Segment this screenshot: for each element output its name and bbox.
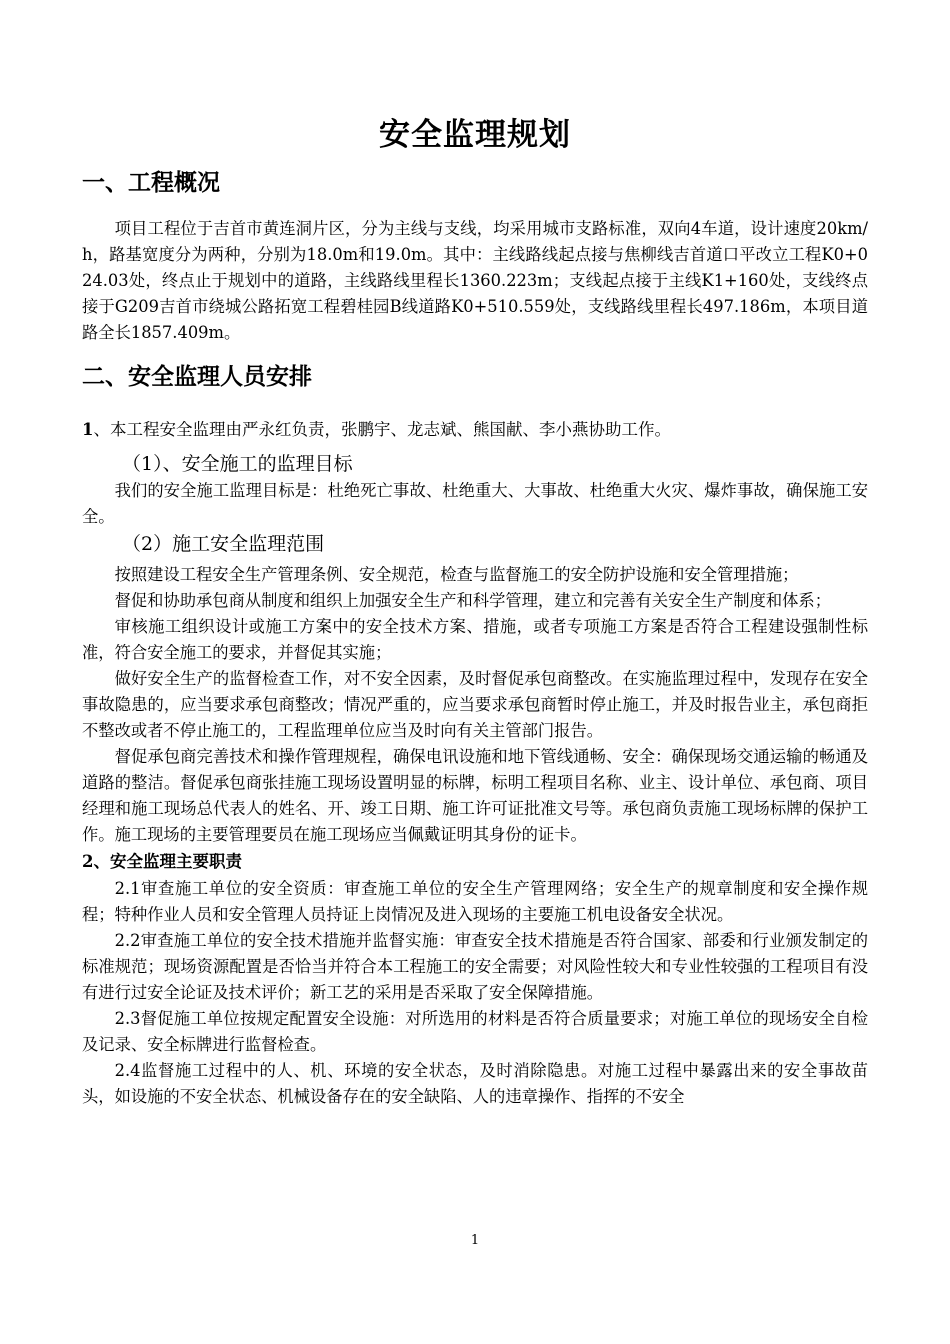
- sub2-paragraph: 做好安全生产的监督检查工作，对不安全因素，及时督促承包商整改。在实施监理过程中，发现存在安全事故隐患的，应当要求承包商整改；情况严重的，应当要求承包商暂时停止施工，并及时报告业主，承包商拒不整改或者不停止施工的，工程监理单位应当及时向有关主管部门报告。: [82, 669, 868, 740]
- page-number: 1: [470, 1233, 480, 1248]
- item2-heading-text: 2、安全监理主要职责: [82, 852, 242, 871]
- duty-paragraph: 2.1审查施工单位的安全资质：审查施工单位的安全生产管理网络；安全生产的规章制度和安全操作规程；特种作业人员和安全管理人员持证上岗情况及进入现场的主要施工机电设备安全状况。: [82, 879, 868, 924]
- section2-heading: 二、安全监理人员安排: [82, 363, 312, 390]
- sub2-paragraph: 按照建设工程安全生产管理条例、安全规范，检查与监督施工的安全防护设施和安全管理措施；: [114, 565, 799, 584]
- sub2-paragraph: 审核施工组织设计或施工方案中的安全技术方案、措施，或者专项施工方案是否符合工程建设强制性标准，符合安全施工的要求，并督促其实施；: [82, 617, 868, 662]
- document-title: 安全监理规划: [379, 117, 571, 153]
- section1-heading: 一、工程概况: [82, 169, 220, 196]
- duty-paragraph: 2.3督促施工单位按规定配置安全设施：对所选用的材料是否符合质量要求；对施工单位的现场安全自检及记录、安全标牌进行监督检查。: [82, 1009, 868, 1054]
- sub2-paragraph: 督促和协助承包商从制度和组织上加强安全生产和科学管理，建立和完善有关安全生产制度和体系；: [114, 591, 831, 610]
- sub1-paragraph: 我们的安全施工监理目标是：杜绝死亡事故、杜绝重大、大事故、杜绝重大火灾、爆炸事故，确保施工安全。: [82, 481, 868, 526]
- item2-heading: [82, 848, 868, 876]
- item1-number: 1: [82, 420, 94, 439]
- duty-paragraph: 2.4监督施工过程中的人、机、环境的安全状态，及时消除隐患。对施工过程中暴露出来的安全事故苗头，如设施的不安全状态、机械设备存在的安全缺陷、人的违章操作、指挥的不安全: [82, 1061, 868, 1106]
- sub2-paragraph: 督促承包商完善技术和操作管理规程，确保电讯设施和地下管线通畅、安全：确保现场交通运输的畅通及道路的整洁。督促承包商张挂施工现场设置明显的标牌，标明工程项目名称、业主、设计单位、承包商、项目经理和施工现场总代表人的姓名、开、竣工日期、施工许可证批准文号等。承包商负责施工现场标牌的保护工作。施工现场的主要管理要员在施工现场应当佩戴证明其身份的证卡。: [82, 747, 868, 844]
- duty-paragraph: 2.2审查施工单位的安全技术措施并监督实施：审查安全技术措施是否符合国家、部委和行业颁发制定的标准规范；现场资源配置是否恰当并符合本工程施工的安全需要；对风险性较大和专业性较强的工程项目有没有进行过安全论证及技术评价；新工艺的采用是否采取了安全保障措施。: [82, 931, 868, 1002]
- sub1-heading: （1）、安全施工的监理目标: [122, 453, 353, 475]
- section1-paragraph: 项目工程位于吉首市黄连洞片区，分为主线与支线，均采用城市支路标准，双向4车道，设计速度20km/h，路基宽度分为两种，分别为18.0m和19.0m。其中：主线路线起点接与焦柳线吉首道口平改立工程K0+024.03处，终点止于规划中的道路，主线路线里程长1360.223m；支线起点接于主线K1+160处，支线终点接于G209吉首市绕城公路拓宽工程碧桂园B线道路K0+510.559处，支线路线里程长497.186m，本项目道路全长1857.409m。: [82, 219, 868, 342]
- document-page: [82, 110, 868, 1110]
- item1-text: 、本工程安全监理由严永红负责，张鹏宇、龙志斌、熊国献、李小燕协助工作。: [93, 420, 671, 439]
- item1-line: [82, 416, 868, 444]
- sub2-heading: （2）施工安全监理范围: [122, 533, 325, 555]
